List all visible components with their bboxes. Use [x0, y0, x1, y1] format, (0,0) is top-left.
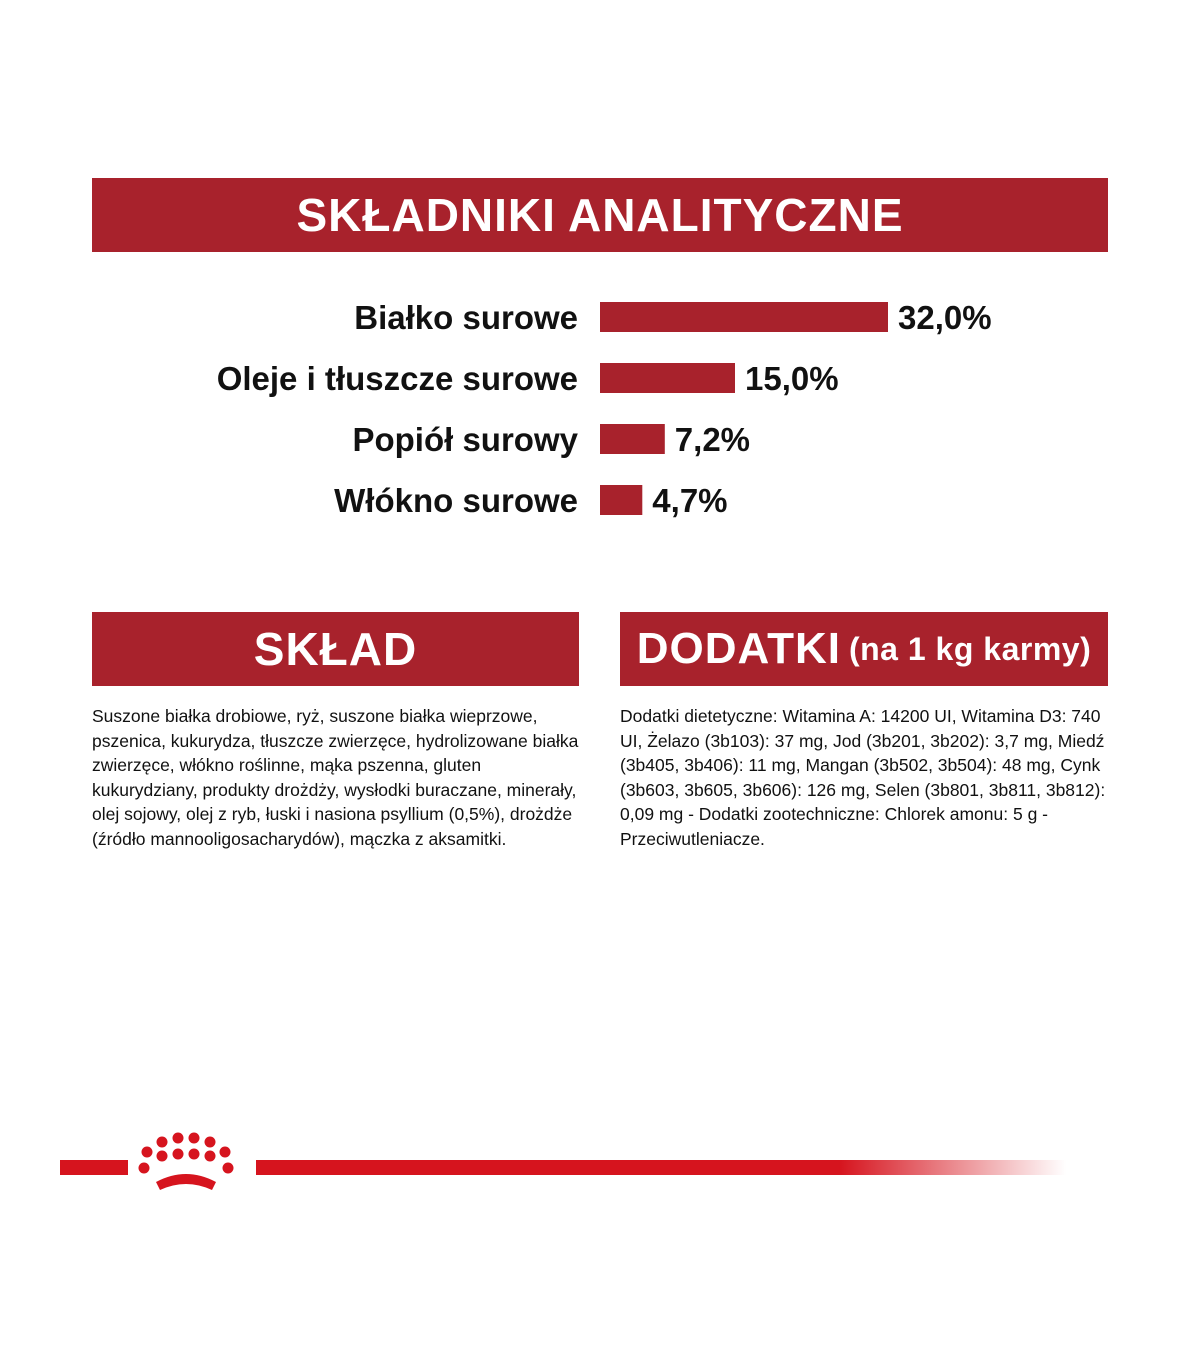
- composition-banner: [92, 612, 579, 686]
- analytical-bar-chart: [0, 280, 1200, 540]
- additives-subheading: (na 1 kg karmy): [848, 630, 1092, 667]
- bar-category-label: Oleje i tłuszcze surowe: [216, 360, 578, 397]
- footer-line-left: [60, 1160, 128, 1175]
- bar-value-label: 4,7%: [652, 482, 728, 519]
- bar: [600, 485, 642, 515]
- bar-category-label: Białko surowe: [354, 299, 578, 336]
- composition-heading: SKŁAD: [253, 623, 418, 675]
- analytical-constituents-title: SKŁADNIKI ANALITYCZNE: [296, 189, 904, 241]
- footer-brand-bar: [0, 1130, 1200, 1200]
- additives-banner: [620, 612, 1108, 686]
- bar: [600, 363, 735, 393]
- crown-icon: [139, 1133, 234, 1191]
- composition-text: Suszone białka drobiowe, ryż, suszone białka wieprzowe, pszenica, kukurydza, tłuszcze zwierzęce, hydrolizowane białka zwierzęce, włókno roślinne, mąka pszenna, gluten kukurydziany, produkty drożdży, wysłodki buraczane, minerały, olej sojowy, olej z ryb, łuski i nasiona psyllium (0,5%), drożdże (źródło mannooligosacharydów), mączka z aksamitki.: [92, 706, 579, 849]
- bar-category-label: Popiół surowy: [352, 421, 578, 458]
- additives-text: Dodatki dietetyczne: Witamina A: 14200 UI, Witamina D3: 740 UI, Żelazo (3b103): 37 mg, Jod (3b201, 3b202): 3,7 mg, Miedź (3b405, 3b406): 11 mg, Mangan (3b502, 3b504): 48 mg, Cynk (3b603, 3b605, 3b606): 126 mg, Selen (3b801, 3b811, 3b812): 0,09 mg - Dodatki zootechniczne: Chlorek amonu: 5 g - Przeciwutleniacze.: [620, 706, 1106, 849]
- bar-category-label: Włókno surowe: [334, 482, 578, 519]
- bar: [600, 424, 665, 454]
- additives-heading: DODATKI: [636, 624, 841, 673]
- analytical-constituents-banner: [92, 178, 1108, 252]
- footer-line-right: [256, 1160, 1066, 1175]
- bar-value-label: 7,2%: [674, 421, 751, 458]
- bar: [600, 302, 888, 332]
- bar-value-label: 15,0%: [745, 360, 839, 397]
- bar-value-label: 32,0%: [898, 299, 992, 336]
